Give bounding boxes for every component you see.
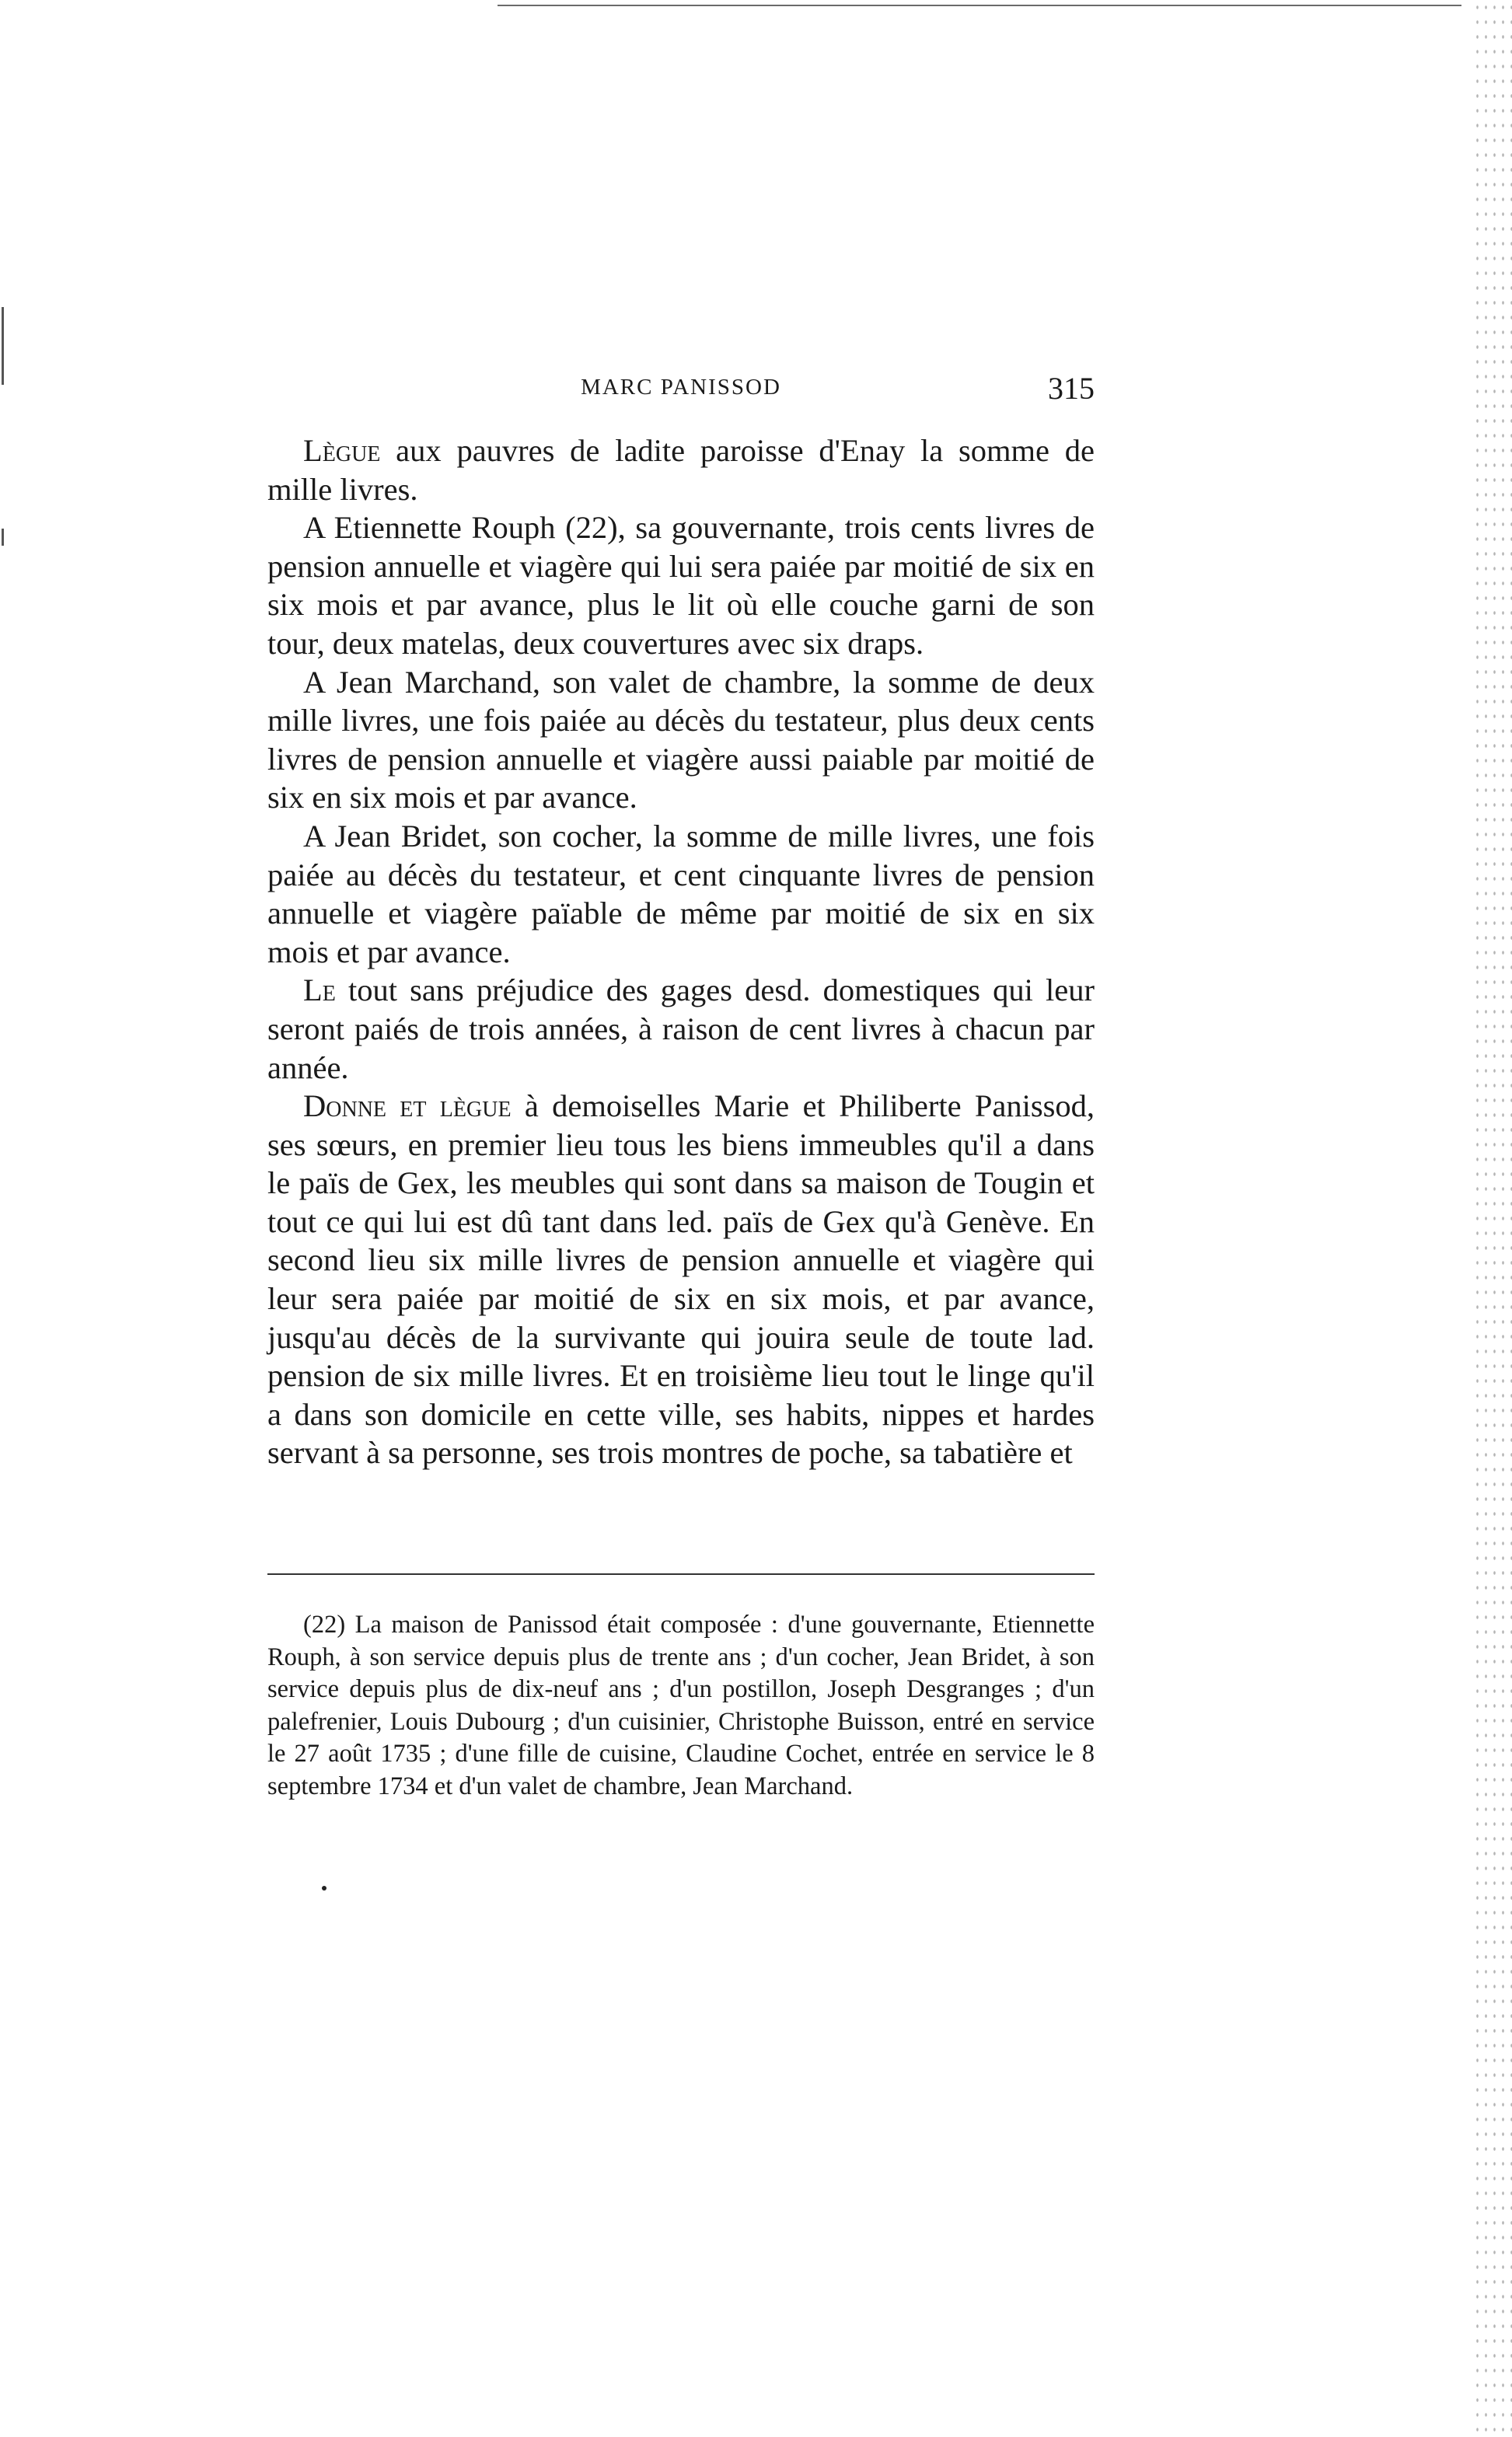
paragraph: [267, 663, 1095, 817]
paragraph-text: à demoiselles Marie et Philiberte Panissod, ses sœurs, en premier lieu tous les biens immeubles qu'il a dans le païs de Gex, les meubles qui sont dans sa maison de Tougin et tout ce qui lui est dû tant dans led. païs de Gex qu'à Genève. En second lieu six mille livres de pension annuelle et viagère qui leur sera paiée par moitié de six en six mois, et par avance, jusqu'au décès de la survivante qui jouira seule de toute lad. pension de six mille livres. Et en troisième lieu tout le linge qu'il a dans son domicile en cette ville, ses habits, nippes et hardes servant à sa personne, ses trois montres de poche, sa tabatière et: [267, 1088, 1095, 1471]
paragraph-text: tout sans préjudice des gages desd. domestiques qui leur seront paiés de trois années, à raison de cent livres à chacun par année.: [267, 972, 1095, 1085]
paragraph: [267, 1087, 1095, 1472]
paragraph: [267, 508, 1095, 662]
running-header: [267, 371, 1095, 414]
paragraph: [267, 817, 1095, 971]
scan-top-rule: [498, 5, 1461, 6]
footnote-separator: [267, 1573, 1095, 1575]
scan-left-mark: [2, 307, 4, 385]
running-title: MARC PANISSOD: [581, 375, 781, 400]
scan-edge-noise: [1473, 0, 1512, 2437]
footnotes: [267, 1609, 1095, 1803]
footnote: (22) La maison de Panissod était composée : d'une gouvernante, Etiennette Rouph, à son service depuis plus de trente ans ; d'un cocher, Jean Bridet, à son service depuis plus de dix-neuf ans ; d'un postillon, Joseph Desgranges ; d'un palefrenier, Louis Dubourg ; d'un cuisinier, Christophe Buisson, entré en service le 27 août 1735 ; d'une fille de cuisine, Claudine Cochet, entrée en service le 8 septembre 1734 et d'un valet de chambre, Jean Marchand.: [267, 1611, 1095, 1800]
paragraph-lead: Lègue: [303, 433, 381, 468]
scan-ink-dot: [322, 1886, 326, 1891]
paragraph-text: A Etiennette Rouph (22), sa gouvernante, trois cents livres de pension annuelle et viagère qui lui sera paiée par moitié de six en six mois et par avance, plus le lit où elle couche garni de son tour, deux matelas, deux couvertures avec six draps.: [267, 510, 1095, 661]
main-text: [267, 431, 1095, 1472]
scan-left-mark-small: [2, 529, 4, 546]
paragraph-text: aux pauvres de ladite paroisse d'Enay la somme de mille livres.: [267, 433, 1095, 507]
paragraph-lead: Le: [303, 972, 336, 1008]
paragraph-text: A Jean Marchand, son valet de chambre, la somme de deux mille livres, une fois paiée au décès du testateur, plus deux cents livres de pension annuelle et viagère aussi paiable par moitié de six en six mois et par avance.: [267, 664, 1095, 815]
paragraph-text: A Jean Bridet, son cocher, la somme de mille livres, une fois paiée au décès du testateur, et cent cinquante livres de pension annuelle et viagère païable de même par moitié de six en six mois et par avance.: [267, 818, 1095, 969]
page-number: 315: [1048, 371, 1095, 406]
paragraph-lead: Donne et lègue: [303, 1088, 512, 1124]
paragraph: [267, 431, 1095, 508]
paragraph: [267, 971, 1095, 1087]
